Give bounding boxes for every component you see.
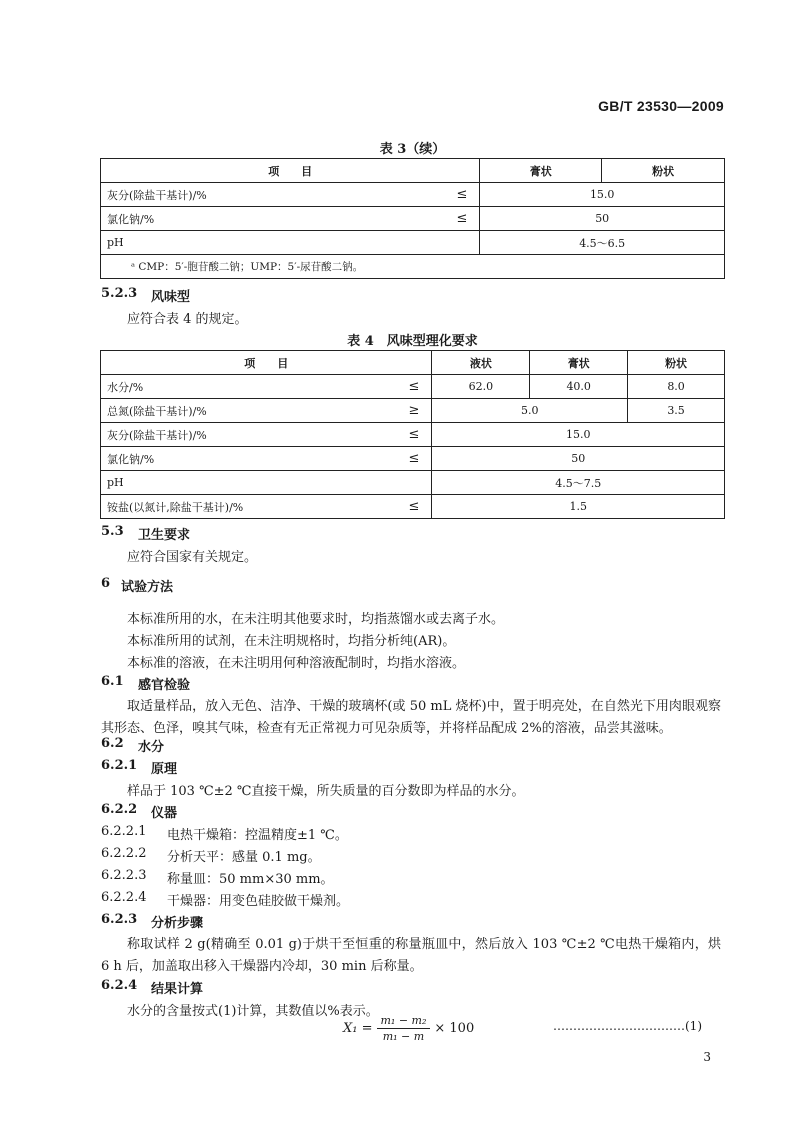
section-6-2-4-text: 水分的含量按式(1)计算，其数值以%表示。 xyxy=(127,1004,379,1019)
section-title: 仪器 xyxy=(151,806,178,821)
table-row xyxy=(101,183,725,207)
row-label: 水分/% xyxy=(107,380,144,394)
table4-header-liquid: 液状 xyxy=(432,351,530,375)
table-cell xyxy=(101,447,432,471)
row-symbol: ≤ xyxy=(456,211,468,226)
section-title: 结果计算 xyxy=(151,982,204,997)
section-6-para-1: 本标准所用的水，在未注明其他要求时，均指蒸馏水或去离子水。 xyxy=(127,612,505,627)
row-label: pH xyxy=(107,236,124,249)
section-6-2-3-text: 称取试样 2 g(精确至 0.01 g)于烘干至恒重的称量瓶皿中，然后放入 103 ℃±2 ℃电热干燥箱内，烘 6 h 后，加盖取出移入干燥器内冷却，30 min 后称量。 xyxy=(101,937,721,974)
table3-footnote: ᵃ CMP：5′-胞苷酸二钠；UMP：5′-尿苷酸二钠。 xyxy=(101,255,725,279)
table-row xyxy=(101,447,725,471)
row-label: 灰分(除盐干基计)/% xyxy=(107,188,207,202)
section-number: 6.2.4 xyxy=(101,978,138,993)
section-6-1-text: 取适量样品，放入无色、洁净、干燥的玻璃杯(或 50 mL 烧杯)中，置于明亮处，在自然光下用肉眼观察其形态、色泽，嗅其气味，检查有无正常视力可见杂质等，并将样品配成 2%的溶液，品尝其滋味。 xyxy=(101,699,721,736)
section-number: 6.1 xyxy=(101,674,124,689)
table-cell xyxy=(101,495,432,519)
section-number: 6.2.3 xyxy=(101,912,138,927)
item-text: 电热干燥箱：控温精度±1 ℃。 xyxy=(167,828,348,843)
section-title: 分析步骤 xyxy=(151,916,204,931)
row-label: 铵盐(以氮计,除盐干基计)/% xyxy=(107,500,244,514)
table4-header-paste: 膏状 xyxy=(530,351,628,375)
section-number: 5.3 xyxy=(101,524,124,539)
standard-code: GB/T 23530—2009 xyxy=(598,98,724,114)
row-symbol: ≤ xyxy=(456,187,468,202)
table-cell: 15.0 xyxy=(432,423,725,447)
table-cell: 50 xyxy=(480,207,725,231)
table-cell xyxy=(101,471,432,495)
table-row xyxy=(101,471,725,495)
section-title: 卫生要求 xyxy=(138,528,191,543)
section-number: 6 xyxy=(101,576,111,591)
section-6-para-2: 本标准所用的试剂，在未注明规格时，均指分析纯(AR)。 xyxy=(127,634,456,649)
table-row xyxy=(101,207,725,231)
section-number: 6.2.2.3 xyxy=(101,868,147,883)
row-label: 灰分(除盐干基计)/% xyxy=(107,428,207,442)
table-row xyxy=(101,375,725,399)
section-title: 原理 xyxy=(151,762,178,777)
section-6-2-1-text: 样品于 103 ℃±2 ℃直接干燥，所失质量的百分数即为样品的水分。 xyxy=(127,784,525,799)
table-cell: 15.0 xyxy=(480,183,725,207)
section-number: 6.2.2.2 xyxy=(101,846,147,861)
table-cell: 40.0 xyxy=(530,375,628,399)
table3-header-item: 项 目 xyxy=(101,159,480,183)
section-title: 试验方法 xyxy=(121,580,174,595)
table-cell: 1.5 xyxy=(432,495,725,519)
section-title: 感官检验 xyxy=(138,678,191,693)
row-symbol: ≥ xyxy=(408,403,420,418)
table3-caption: 表 3（续） xyxy=(379,142,446,157)
section-5-3-text: 应符合国家有关规定。 xyxy=(127,550,258,565)
row-symbol: ≤ xyxy=(408,427,420,442)
formula-1 xyxy=(343,1014,474,1043)
table3-header-powder: 粉状 xyxy=(602,159,725,183)
row-label: 总氮(除盐干基计)/% xyxy=(107,404,207,418)
row-symbol: ≤ xyxy=(408,451,420,466)
row-symbol: ≤ xyxy=(408,379,420,394)
table-row xyxy=(101,399,725,423)
table4-header-item: 项 目 xyxy=(101,351,432,375)
table-cell xyxy=(101,207,480,231)
section-5-2-3-text: 应符合表 4 的规定。 xyxy=(127,312,248,327)
section-title: 风味型 xyxy=(151,290,191,305)
section-title: 水分 xyxy=(138,740,165,755)
item-text: 称量皿：50 mm×30 mm。 xyxy=(167,872,334,887)
formula-fraction xyxy=(377,1014,431,1043)
table-row xyxy=(101,423,725,447)
table4-header-powder: 粉状 xyxy=(628,351,725,375)
section-number: 6.2 xyxy=(101,736,124,751)
item-text: 干燥器：用变色硅胶做干燥剂。 xyxy=(167,894,350,909)
item-text: 分析天平：感量 0.1 mg。 xyxy=(167,850,321,865)
formula-multiplier: × 100 xyxy=(434,1021,475,1036)
table-cell: 4.5～7.5 xyxy=(432,471,725,495)
table4 xyxy=(100,350,725,519)
table-cell: 62.0 xyxy=(432,375,530,399)
table-cell xyxy=(101,423,432,447)
table-cell: 4.5～6.5 xyxy=(480,231,725,255)
section-number: 6.2.2 xyxy=(101,802,138,817)
formula-denominator: m₁ − m xyxy=(382,1030,425,1043)
table-cell xyxy=(101,183,480,207)
table-row xyxy=(101,495,725,519)
section-number: 6.2.1 xyxy=(101,758,138,773)
section-number: 6.2.2.1 xyxy=(101,824,147,839)
table-cell xyxy=(101,399,432,423)
table3 xyxy=(100,158,725,279)
page-number: 3 xyxy=(703,1050,711,1064)
equation-number: ……………………………(1) xyxy=(553,1019,702,1033)
formula-lhs: X₁ = xyxy=(343,1021,373,1036)
table-row xyxy=(101,231,725,255)
row-label: 氯化钠/% xyxy=(107,212,155,226)
table3-header-paste: 膏状 xyxy=(480,159,602,183)
row-label: 氯化钠/% xyxy=(107,452,155,466)
section-number: 5.2.3 xyxy=(101,286,138,301)
table-cell xyxy=(101,375,432,399)
section-6-para-3: 本标准的溶液，在未注明用何种溶液配制时，均指水溶液。 xyxy=(127,656,466,671)
table-cell: 8.0 xyxy=(628,375,725,399)
section-number: 6.2.2.4 xyxy=(101,890,147,905)
formula-numerator: m₁ − m₂ xyxy=(377,1014,431,1029)
table-row xyxy=(101,255,725,279)
row-symbol: ≤ xyxy=(408,499,420,514)
table-row xyxy=(101,159,725,183)
table-cell: 50 xyxy=(432,447,725,471)
table-row xyxy=(101,351,725,375)
table4-caption: 表 4 风味型理化要求 xyxy=(347,334,478,349)
table-cell: 5.0 xyxy=(432,399,628,423)
table-cell xyxy=(101,231,480,255)
table-cell: 3.5 xyxy=(628,399,725,423)
row-label: pH xyxy=(107,476,124,489)
